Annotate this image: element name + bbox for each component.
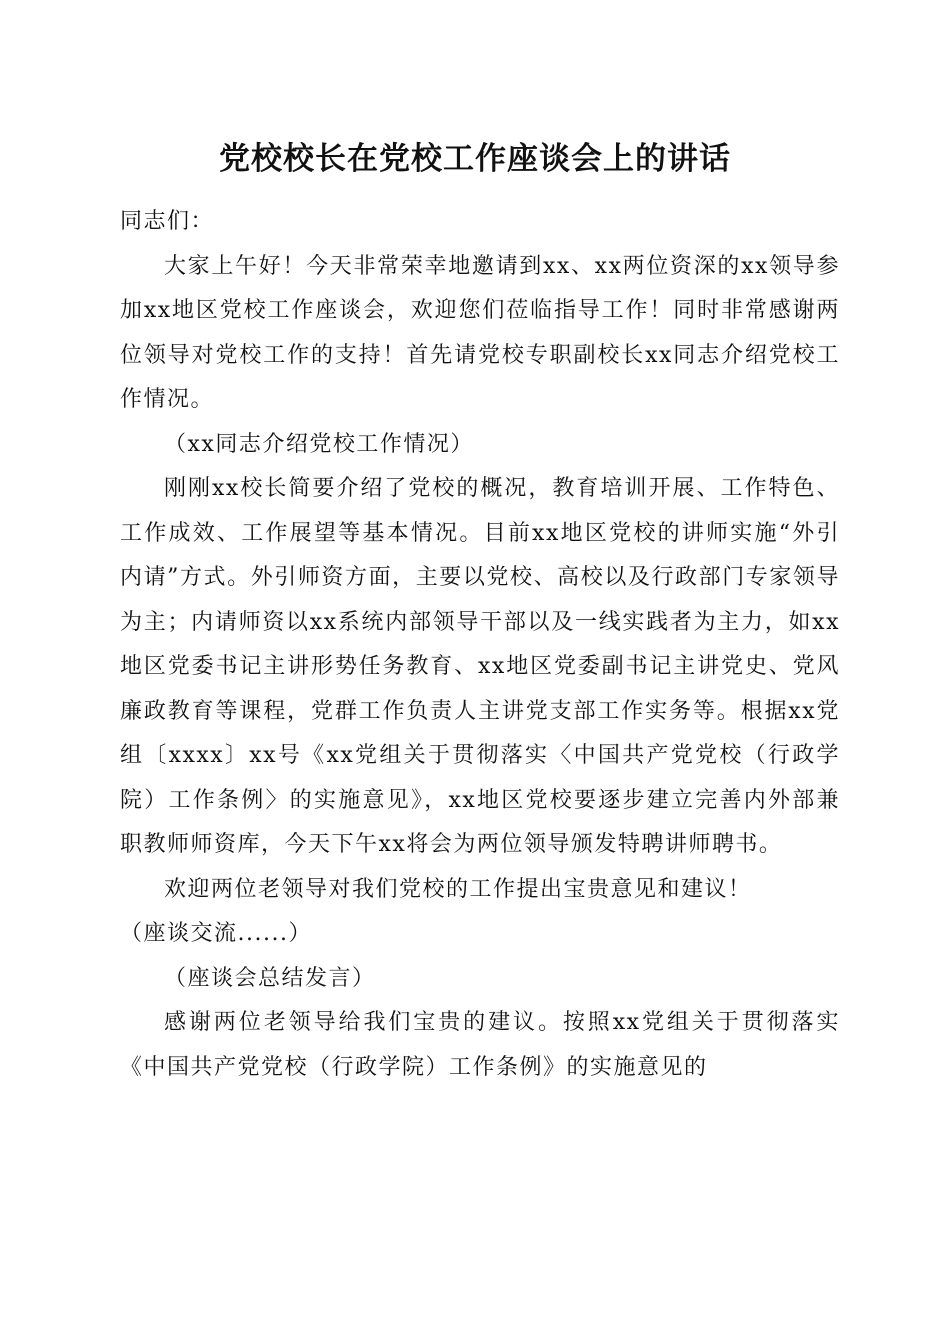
paragraph-discussion-note: （座谈交流......） (120, 921, 312, 946)
document-title: 党校校长在党校工作座谈会上的讲话 (219, 141, 731, 177)
paragraph-welcome: 大家上午好！今天非常荣幸地邀请到xx、xx两位资深的xx领导参加xx地区党校工作座谈会，欢迎您们莅临指导工作！同时非常感谢两位领导对党校工作的支持！首先请党校专职副校长xx同志介绍党校工作情况。 (120, 253, 840, 412)
paragraph-summary-note: （座谈会总结发言） (164, 965, 376, 991)
paragraph-school-overview: 刚刚xx校长简要介绍了党校的概况，教育培训开展、工作特色、工作成效、工作展望等基本情况。目前xx地区党校的讲师实施“外引内请”方式。外引师资方面，主要以党校、高校以及行政部门专家领导为主；内请师资以xx系统内部领导干部以及一线实践者为主力，如xx地区党委书记主讲形势任务教育、xx地区党委副书记主讲党史、党风廉政教育等课程，党群工作负责人主讲党支部工作实务等。根据xx党组〔xxxx〕xx号《xx党组关于贯彻落实〈中国共产党党校（行政学院）工作条例〉的实施意见》，xx地区党校要逐步建立完善内外部兼职教师师资库，今天下午xx将会为两位领导颁发特聘讲师聘书。 (120, 476, 840, 857)
salutation: 同志们： (120, 209, 215, 234)
document-body (120, 200, 840, 1090)
paragraph-closing: 感谢两位老领导给我们宝贵的建议。按照xx党组关于贯彻落实《中国共产党党校（行政学院）工作条例》的实施意见的 (120, 1010, 840, 1080)
paragraph-introduction-note: （xx同志介绍党校工作情况） (164, 431, 474, 457)
paragraph-invite-suggestions: 欢迎两位老领导对我们党校的工作提出宝贵意见和建议！ (164, 876, 752, 902)
